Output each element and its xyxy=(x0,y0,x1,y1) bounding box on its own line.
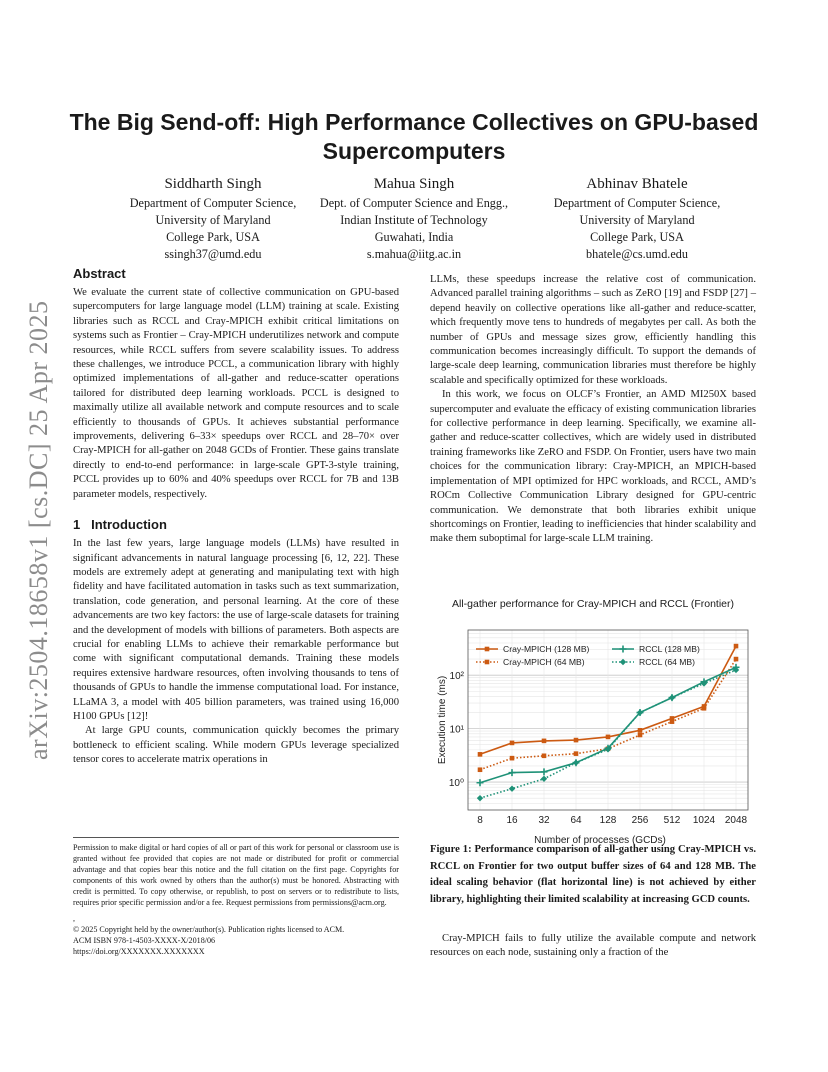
author-dept: Department of Computer Science, xyxy=(129,196,297,210)
data-point xyxy=(702,706,707,711)
author-email[interactable]: ssingh37@umd.edu xyxy=(164,247,262,261)
legend-entry xyxy=(612,657,695,667)
data-point xyxy=(670,719,675,724)
data-point xyxy=(573,760,579,766)
data-point xyxy=(574,738,579,743)
author-email[interactable]: s.mahua@iitg.ac.in xyxy=(366,247,462,261)
x-tick-label: 2048 xyxy=(724,815,748,826)
y-axis-label: Execution time (ms) xyxy=(437,675,448,765)
doi-link[interactable]: https://doi.org/XXXXXXX.XXXXXXX xyxy=(73,947,205,956)
author-location: Guwahati, India xyxy=(374,230,454,244)
data-point xyxy=(542,739,547,744)
footnote xyxy=(73,837,399,957)
figure-caption: Figure 1: Performance comparison of all-gather using Cray-MPICH vs. RCCL on Frontier for two output buffer sizes of 64 and 128 MB. The ideal scaling behavior (flat horizontal line) is not achieved by either library, highlighting their limited scalability at increasing GCD counts. xyxy=(430,844,756,905)
author-dept: Department of Computer Science, xyxy=(553,196,721,210)
data-point xyxy=(574,751,579,756)
x-tick-label: 256 xyxy=(631,815,649,826)
author-dept: Dept. of Computer Science and Engg., xyxy=(319,196,509,210)
continued-paragraph xyxy=(430,932,756,961)
abstract-text: We evaluate the current state of collective communication on GPU-based supercomputers for large language model (LLM) training at scale. Existing libraries such as RCCL and Cray-MPICH exhibit critical limitations on systems such as Frontier – Cray-MPICH underutilizes network and compute resources, while RCCL suffers from severe scalability issues. To address these challenges, we introduce PCCL, a communication library with highly optimized implementations of all-gather and reduce-scatter operations tailored for distributed deep learning workloads. PCCL is designed to maximally utilize all available network and compute resources and to scale efficiently to thousands of GPUs. It achieves substantial performance improvements, delivering 6–33× speedups over RCCL and 28–70× over Cray-MPICH for all-gather on 2048 GCDs of Frontier. These gains translate directly to end-to-end performance: in large-scale GPT-3-style training, PCCL provides up to 60% and 40% speedups over RCCL for 7B and 13B parameter models, respectively. xyxy=(73,287,399,500)
data-point xyxy=(510,756,515,761)
section-number: 1 xyxy=(73,517,81,533)
left-column xyxy=(73,266,399,768)
data-point xyxy=(509,786,515,792)
legend-label: Cray-MPICH (128 MB) xyxy=(503,644,590,654)
abstract-heading: Abstract xyxy=(73,266,126,281)
author-institution: University of Maryland xyxy=(579,213,695,227)
data-point xyxy=(669,694,675,700)
all-gather-chart xyxy=(430,614,756,846)
y-tick-label: 10¹ xyxy=(449,724,464,736)
author-location: College Park, USA xyxy=(590,230,684,244)
legend-entry xyxy=(476,644,590,654)
data-point xyxy=(542,753,547,758)
x-tick-label: 64 xyxy=(570,815,582,826)
data-point xyxy=(638,728,643,733)
data-point xyxy=(477,795,483,801)
legend-label: RCCL (128 MB) xyxy=(639,644,700,654)
permission-notice: Permission to make digital or hard copies of all or part of this work for personal or classroom use is granted without fee provided that copies are not made or distributed for profit or commercial advantage and that copies bear this notice and the full citation on the first page. Copyrights for components of this work owned by others than the author(s) must be honored. Abstracting with credit is permitted. To copy otherwise, or republish, to post on servers or to redistribute to lists, requires prior specific permission and/or a fee. Request permissions from permissions@acm.org. xyxy=(73,843,399,907)
data-point xyxy=(478,767,483,772)
author-email[interactable]: bhatele@cs.umd.edu xyxy=(586,247,688,261)
x-tick-label: 1024 xyxy=(692,815,716,826)
data-point xyxy=(477,779,484,786)
legend-label: RCCL (64 MB) xyxy=(639,657,696,667)
x-tick-label: 8 xyxy=(477,815,483,826)
acm-isbn: ACM ISBN 978-1-4503-XXXX-X/2018/06 xyxy=(73,936,216,945)
author-block-3 xyxy=(517,173,757,263)
legend-entry xyxy=(476,657,585,667)
abstract-body xyxy=(73,286,399,502)
section-title: Introduction xyxy=(91,517,167,533)
introduction-body xyxy=(73,537,399,768)
body-paragraph: In this work, we focus on OLCF’s Frontier, an AMD MI250X based supercomputer and evaluate the efficacy of existing communication libraries for collective performance in deep learning. Specifically, we examine all-gather and reduce-scatter collectives, which are widely used in distributed training frameworks like ZeRO and FSDP. On Frontier, users have two main choices for the communication library: Cray-MPICH, an MPICH-based implementation of MPI optimized for HPC workloads, and RCCL, AMD’s ROCm Collective Communication Library designed for GPU-centric communication. We demonstrate that both libraries exhibit unique shortcomings on Frontier, leading to inefficiencies that hinder scalability and make them suboptimal for large-scale LLM training. xyxy=(430,389,756,545)
x-axis-label: Number of processes (GCDs) xyxy=(534,835,666,846)
data-point xyxy=(620,646,627,653)
x-tick-label: 16 xyxy=(506,815,518,826)
legend-entry xyxy=(612,644,700,654)
data-point xyxy=(510,741,515,746)
right-column xyxy=(430,273,756,547)
data-point xyxy=(620,659,626,665)
author-location: College Park, USA xyxy=(166,230,260,244)
data-point xyxy=(606,735,611,740)
x-tick-label: 512 xyxy=(663,815,681,826)
data-point xyxy=(509,769,516,776)
intro-paragraph: In the last few years, large language models (LLMs) have resulted in significant advancements in natural language processing [6, 12, 22]. These models are extremely adept at generating and manipulating text with high fidelity and have facilitated automation in tasks such as text summarization, translation, code generation, and personal learning. At the core of these advancements are two key factors: the use of large-scale datasets for training and the development of models with billions of parameters. Both aspects are crucial for enabling LLMs to achieve their remarkable performance but come with significant computational demands. Training these models requires extensive hardware resources, often involving thousands to tens of thousands of GPUs to handle the immense computational load. For instance, LLaMA 3, a model with 405 billion parameters, was trained using 16,000 H100 GPUs [12]! xyxy=(73,538,399,722)
data-point xyxy=(734,644,739,649)
data-point xyxy=(638,733,643,738)
author-institution: Indian Institute of Technology xyxy=(340,213,488,227)
y-tick-label: 10² xyxy=(449,671,464,683)
chart-legend xyxy=(476,644,700,667)
x-tick-label: 32 xyxy=(538,815,550,826)
author-block-2 xyxy=(294,173,534,263)
y-tick-label: 10⁰ xyxy=(448,778,464,790)
data-point xyxy=(541,768,548,775)
author-name: Siddharth Singh xyxy=(164,176,262,192)
paper-title: The Big Send-off: High Performance Collectives on GPU-based Supercomputers xyxy=(69,109,759,164)
data-point xyxy=(541,776,547,782)
right-column-body xyxy=(430,273,756,547)
chart-title: All-gather performance for Cray-MPICH and RCCL (Frontier) xyxy=(451,598,735,610)
x-tick-label: 128 xyxy=(599,815,617,826)
data-point xyxy=(485,660,490,665)
data-point xyxy=(478,752,483,757)
data-point xyxy=(485,647,490,652)
arxiv-identifier: arXiv:2504.18658v1 [cs.DC] 25 Apr 2025 xyxy=(24,300,53,760)
legend-label: Cray-MPICH (64 MB) xyxy=(503,657,585,667)
author-institution: University of Maryland xyxy=(155,213,271,227)
author-name: Abhinav Bhatele xyxy=(586,176,688,192)
copyright-notice: © 2025 Copyright held by the owner/author(s). Publication rights licensed to ACM. xyxy=(73,925,345,934)
intro-paragraph: At large GPU counts, communication quickly becomes the primary bottleneck to efficient scaling. While modern GPUs leverage specialized tensor cores to accelerate matrix operations in xyxy=(73,725,399,766)
introduction-heading xyxy=(73,517,399,532)
author-name: Mahua Singh xyxy=(373,176,455,192)
body-paragraph: Cray-MPICH fails to fully utilize the available compute and network resources on each node, sustaining only a fraction of the xyxy=(430,933,756,959)
data-point xyxy=(734,657,739,662)
figure-1 xyxy=(430,598,756,846)
conference-info: , xyxy=(73,914,76,923)
body-paragraph: LLMs, these speedups increase the relative cost of communication. Advanced parallel training algorithms – such as ZeRO [19] and FSDP [27] – depend heavily on collective operations like all-gather and reduce-scatter, which frequently move tens to hundreds of megabytes per call. As both the number of GPUs and message sizes grow, efficiently handling this communication becomes increasingly difficult. To support the demands of large-scale deep learning, communication libraries must therefore be highly scalable and specifically optimized for these workloads. xyxy=(430,274,756,386)
